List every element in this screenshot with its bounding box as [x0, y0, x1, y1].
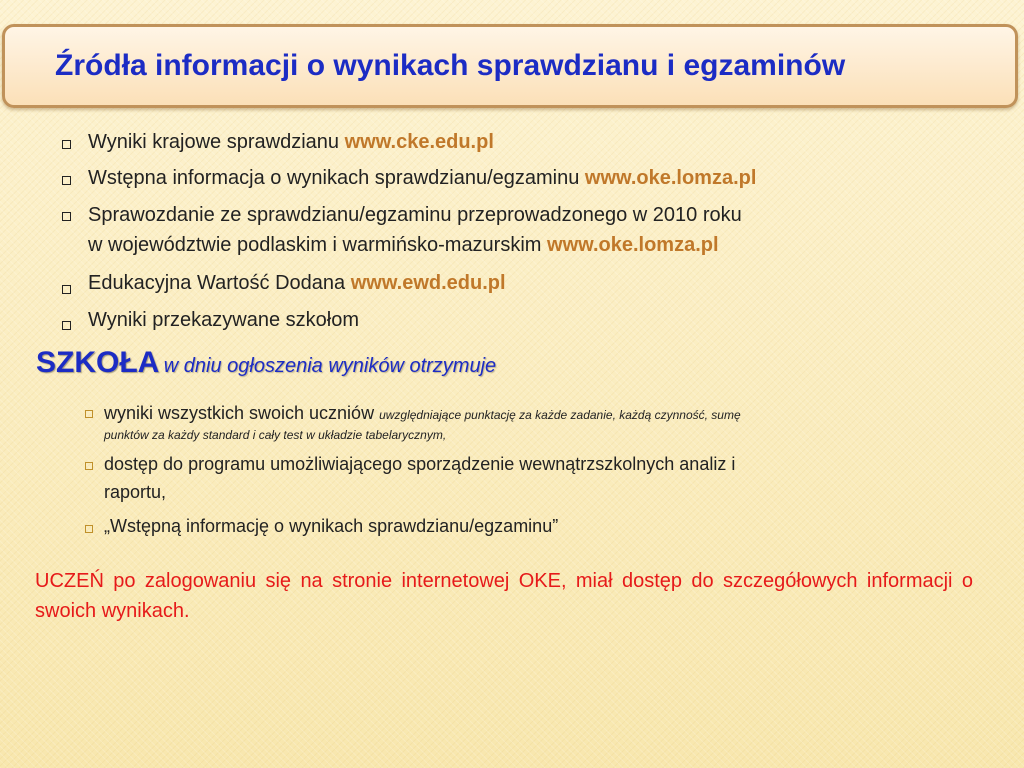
square-bullet-icon	[85, 410, 93, 418]
school-item-1	[104, 400, 741, 442]
school-item-note-line2: punktów za każdy standard i cały test w układzie tabelarycznym,	[104, 428, 447, 442]
student-note: UCZEŃ po zalogowaniu się na stronie internetowej OKE, miał dostęp do szczegółowych informacji o swoich wynikach.	[35, 570, 973, 622]
source-link-oke-lomza[interactable]: www.oke.lomza.pl	[584, 167, 757, 189]
source-link-oke-lomza-report[interactable]: www.oke.lomza.pl	[547, 234, 719, 256]
source-item-text: Wstępna informacja o wynikach sprawdzianu/egzaminu	[88, 167, 585, 189]
square-bullet-icon	[85, 525, 93, 533]
source-link-cke[interactable]: www.cke.edu.pl	[344, 131, 494, 153]
school-item-text: „Wstępną informację o wynikach sprawdzianu/egzaminu”	[104, 516, 559, 536]
slide-title: Źródła informacji o wynikach sprawdzianu i egzaminów	[55, 49, 846, 82]
square-bullet-icon	[62, 285, 71, 294]
source-item-3	[88, 200, 742, 260]
school-item-note-line1: uwzględniające punktację za każde zadanie, każdą czynność, sumę	[379, 408, 741, 422]
square-bullet-icon	[62, 212, 71, 221]
source-item-text: Wyniki krajowe sprawdzianu	[88, 131, 345, 153]
source-item-4	[88, 268, 506, 298]
school-item-text-line1: dostęp do programu umożliwiającego sporządzenie wewnątrzszkolnych analiz i	[104, 454, 736, 474]
source-item-1	[88, 127, 494, 157]
source-link-ewd[interactable]: www.ewd.edu.pl	[350, 272, 506, 294]
source-item-text: Edukacyjna Wartość Dodana	[88, 272, 351, 294]
school-item-3	[104, 512, 558, 540]
school-item-2	[104, 450, 735, 506]
title-box	[2, 24, 1018, 108]
source-item-2	[88, 163, 756, 193]
source-item-text-line2: w województwie podlaskim i warmińsko-mazurskim	[88, 234, 548, 256]
square-bullet-icon	[62, 176, 71, 185]
school-subheading: w dniu ogłoszenia wyników otrzymuje	[163, 355, 497, 377]
school-item-text-line2: raportu,	[104, 482, 167, 502]
source-item-text-line1: Sprawozdanie ze sprawdzianu/egzaminu przeprowadzonego w 2010 roku	[88, 204, 742, 226]
school-item-text: wyniki wszystkich swoich uczniów	[104, 403, 380, 423]
source-item-text: Wyniki przekazywane szkołom	[88, 309, 360, 331]
school-heading-row	[36, 346, 496, 380]
square-bullet-icon	[85, 462, 93, 470]
school-heading: SZKOŁA	[36, 346, 160, 379]
square-bullet-icon	[62, 321, 71, 330]
source-item-5	[88, 305, 359, 335]
square-bullet-icon	[62, 140, 71, 149]
